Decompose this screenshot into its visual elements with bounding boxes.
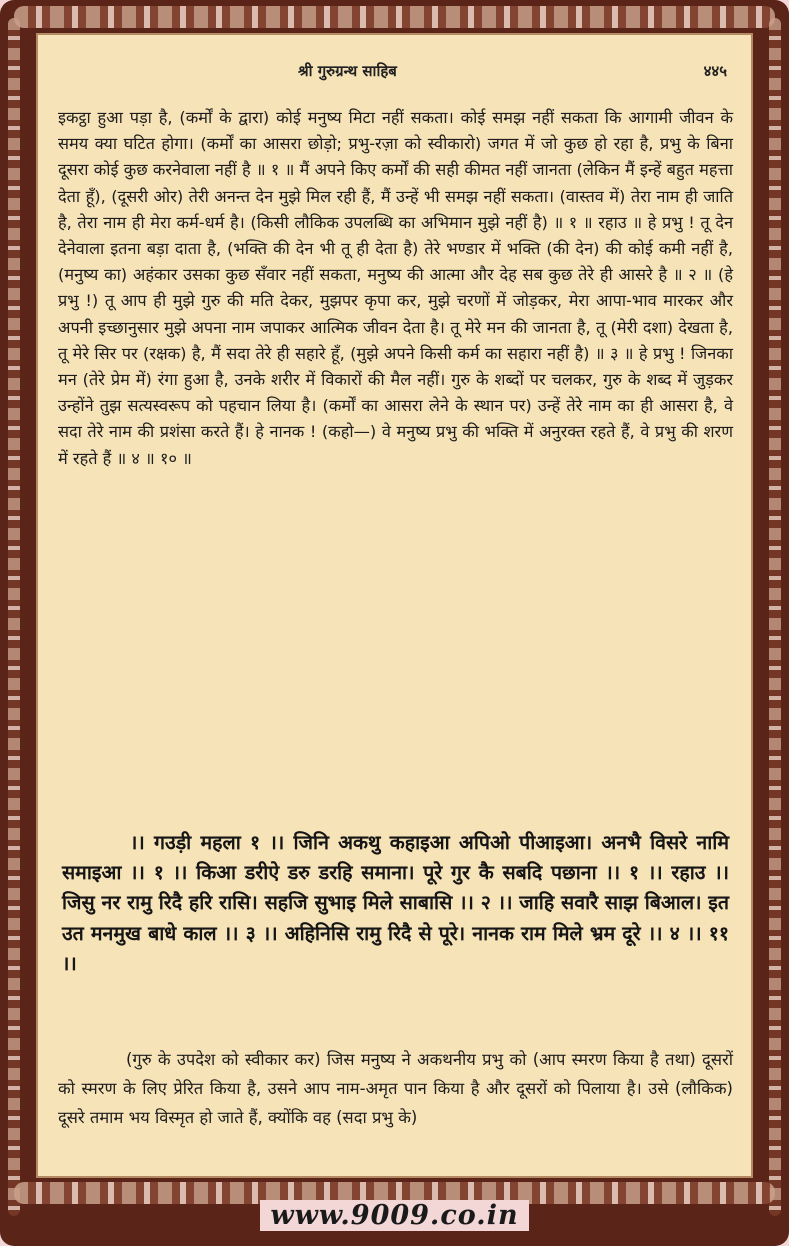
right-border-ornament xyxy=(769,18,781,1216)
page-title: श्री गुरुग्रन्थ साहिब xyxy=(298,62,397,80)
top-border-ornament xyxy=(14,6,775,28)
page-header xyxy=(36,61,753,83)
website-link[interactable]: www.9009.co.in xyxy=(260,1200,528,1231)
gurbani-verse: ।। गउड़ी महला १ ।। जिनि अकथु कहाइआ अपिओ पीआइआ। अनभै विसरे नामि समाइआ ।। १ ।। किआ डरीऐ डरु डरहि समाना। पूरे गुर कै सबदि पछाना ।। १ ।। रहाउ ।। जिसु नर रामु रिदै हरि रासि। सहजि सुभाइ मिले साबासि ।। २ ।। जाहि सवारै साझ बिआल। इत उत मनमुख बाधे काल ।। ३ ।। अहिनिसि रामु रिदै से पूरे। नानक राम मिले भ्रम दूरे ।। ४ ।। ११ ।। xyxy=(62,831,729,975)
footer xyxy=(0,1200,789,1240)
translation-paragraph-2: (गुरु के उपदेश को स्वीकार कर) जिस मनुष्य ने अकथनीय प्रभु को (आप स्मरण किया है तथा) दूसरों को स्मरण के लिए प्रेरित किया है, उसने आप नाम-अमृत पान किया है और दूसरों को पिलाया है। उसे (लौकिक) दूसरे तमाम भय विस्मृत हो जाते हैं, क्योंकि वह (सदा प्रभु के) xyxy=(58,1050,733,1127)
left-border-ornament xyxy=(8,18,20,1216)
page-number: ४४५ xyxy=(703,62,727,80)
translation-paragraph-1: इकट्ठा हुआ पड़ा है, (कर्मों के द्वारा) कोई मनुष्य मिटा नहीं सकता। कोई समझ नहीं सकता कि आगामी जीवन के समय क्या घटित होगा। (कर्मों का आसरा छोड़ो; प्रभु-रज़ा को स्वीकारो) जगत में जो कुछ हो रहा है, प्रभु के बिना दूसरा कोई कुछ करनेवाला नहीं है ॥ १ ॥ मैं अपने किए कर्मों की सही कीमत नहीं जानता (लेकिन मैं इन्हें बहुत महत्ता देता हूँ), (दूसरी ओर) तेरी अनन्त देन मुझे मिल रही हैं, मैं उन्हें भी समझ नहीं सकता। (वास्तव में) तेरा नाम ही जाति है, तेरा नाम ही मेरा कर्म-धर्म है। (किसी लौकिक उपलब्धि का अभिमान मुझे नहीं है) ॥ १ ॥ रहाउ ॥ हे प्रभु ! तू देन देनेवाला इतना बड़ा दाता है, (भक्ति की देन भी तू ही देता है) तेरे भण्डार में भक्ति (की देन) की कोई कमी नहीं है, (मनुष्य का) अहंकार उसका कुछ सँवार नहीं सकता, मनुष्य की आत्मा और देह सब कुछ तेरे ही आसरे है ॥ २ ॥ (हे प्रभु !) तू आप ही मुझे गुरु की मति देकर, मुझपर कृपा कर, मुझे चरणों में जोड़कर, मेरा आपा-भाव मारकर और अपनी इच्छानुसार मुझे अपना नाम जपाकर आत्मिक जीवन देता है। तू मेरे मन की जानता है, तू (मेरी दशा) देखता है, तू मेरे सिर पर (रक्षक) है, मैं सदा तेरे ही सहारे हूँ, (मुझे अपने किसी कर्म का सहारा नहीं है) ॥ ३ ॥ हे प्रभु ! जिनका मन (तेरे प्रेम में) रंगा हुआ है, उनके शरीर में विकारों की मैल नहीं। गुरु के शब्दों पर चलकर, गुरु के शब्द में जुड़कर उन्होंने तुझ सत्यस्वरूप को पहचान लिया है। (कर्मों का आसरा लेने के स्थान पर) उन्हें तेरे नाम का ही आसरा है, वे सदा तेरे नाम की प्रशंसा करते हैं। हे नानक ! (कहो—) वे मनुष्य प्रभु की भक्ति में अनुरक्त रहते हैं, वे प्रभु की शरण में रहते हैं ॥ ४ ॥ १० ॥ xyxy=(58,108,733,468)
scripture-page xyxy=(36,33,753,1178)
